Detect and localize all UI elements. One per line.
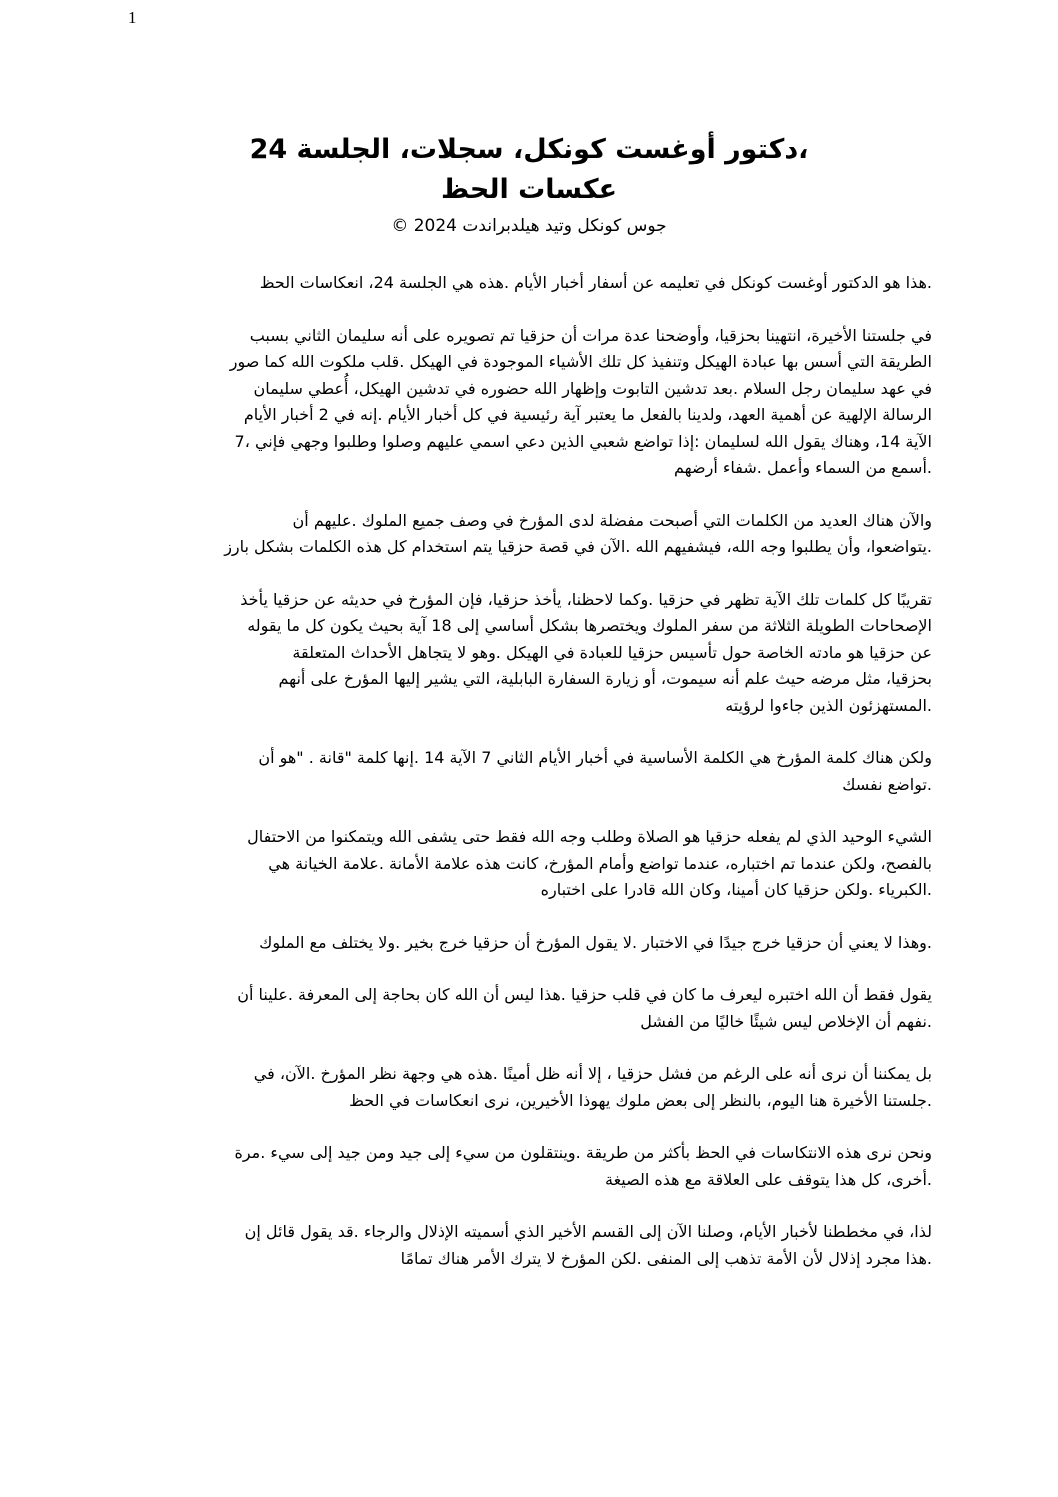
document-title: [0, 130, 1058, 210]
paragraph: [150, 824, 932, 904]
paragraph-line: .وهذا لا يعني أن حزقيا خرج جيدًا في الاختبار .لا يقول المؤرخ أن حزقيا خرج بخير .ولا يختلف مع الملوك: [259, 932, 932, 952]
paragraph: [150, 1061, 932, 1114]
title-line-2: عكسات الحظ: [440, 174, 618, 205]
paragraph-line: الإصحاحات الطويلة الثلاثة من سفر الملوك ويختصرها بشكل أساسي إلى 18 آية بحيث يكون كل ما يقوله: [247, 616, 932, 635]
paragraph-line: .هذا مجرد إذلال لأن الأمة تذهب إلى المنفى .لكن المؤرخ لا يترك الأمر هناك تمامًا: [400, 1248, 932, 1268]
paragraph: [150, 323, 932, 482]
paragraph-line: لذا، في مخططنا لأخبار الأيام، وصلنا الآن إلى القسم الأخير الذي أسميته الإذلال والرجاء .قد يقول قائل إن: [244, 1222, 932, 1241]
copyright-subtitle: جوس كونكل وتيد هيلدبراندت 2024 ©: [391, 216, 667, 236]
paragraph-line: .يتواضعوا، وأن يطلبوا وجه الله، فيشفيهم الله .الآن في قصة حزقيا يتم استخدام كل هذه الكلمات بشكل بارز: [224, 537, 932, 556]
paragraph-line: بالفصح، ولكن عندما تم اختباره، عندما تواضع وأمام المؤرخ، كانت هذه علامة الأمانة .علامة الخيانة هي: [268, 853, 932, 873]
paragraph-line: .جلستنا الأخيرة هنا اليوم، بالنظر إلى بعض ملوك يهوذا الأخيرين، نرى انعكاسات في الحظ: [349, 1090, 932, 1110]
paragraph: [150, 508, 932, 561]
paragraph: [150, 982, 932, 1035]
paragraph: [150, 930, 932, 957]
paragraph-line: .أخرى، كل هذا يتوقف على العلاقة مع هذه الصيغة: [604, 1169, 932, 1189]
paragraph-line: في عهد سليمان رجل السلام .بعد تدشين التابوت وإظهار الله حضوره في تدشين الهيكل، أُعطي سليمان: [253, 378, 932, 398]
paragraph-line: .هذا هو الدكتور أوغست كونكل في تعليمه عن أسفار أخبار الأيام .هذه هي الجلسة 24، انعكاسات الحظ: [259, 273, 932, 292]
page-number: 1: [128, 8, 137, 27]
title-line-1: ،دكتور أوغست كونكل، سجلات، الجلسة 24: [249, 134, 809, 165]
paragraph-line: بل يمكننا أن نرى أنه على الرغم من فشل حزقيا ، إلا أنه ظل أمينًا .هذه هي وجهة نظر المؤرخ .الآن، في: [253, 1064, 932, 1083]
paragraph-line: الرسالة الإلهية عن أهمية العهد، ولدينا بالفعل ما يعتبر آية رئيسية في كل أخبار الأيام .إنه في 2 أخبار الأيام: [243, 405, 932, 424]
paragraph-line: .المستهزئون الذين جاءوا لرؤيته: [725, 695, 932, 715]
document-body: [150, 270, 932, 1298]
paragraph: [150, 587, 932, 720]
paragraph-line: عن حزقيا هو مادته الخاصة حول تأسيس حزقيا للعبادة في الهيكل .وهو لا يتجاهل الأحداث المتعلقة: [292, 642, 932, 662]
paragraph-line: بحزقيا، مثل مرضه حيث علم أنه سيموت، أو زيارة السفارة البابلية، التي يشير إليها المؤرخ على أنهم: [278, 669, 932, 688]
paragraph-line: الطريقة التي أسس بها عبادة الهيكل وتنفيذ كل تلك الأشياء الموجودة في الهيكل .قلب ملكوت الله كما صور: [229, 352, 932, 371]
paragraph: [150, 745, 932, 798]
paragraph-line: .نفهم أن الإخلاص ليس شيئًا خاليًا من الفشل: [640, 1011, 932, 1031]
paragraph-line: .تواضع نفسك: [842, 774, 932, 794]
paragraph-line: .أسمع من السماء وأعمل .شفاء أرضهم: [674, 458, 932, 477]
paragraph-line: .الكبرياء .ولكن حزقيا كان أمينا، وكان الله قادرا على اختباره: [540, 880, 932, 899]
paragraph: [150, 1140, 932, 1193]
paragraph: [150, 270, 932, 297]
paragraph-line: ونحن نرى هذه الانتكاسات في الحظ بأكثر من طريقة .وينتقلون من سيء إلى جيد ومن جيد إلى سيء .مرة: [234, 1143, 932, 1162]
paragraph-line: الآية 14، وهناك يقول الله لسليمان :إذا تواضع شعبي الذين دعي اسمي عليهم وصلوا وطلبوا وجهي فإني ،7: [234, 431, 932, 451]
paragraph-line: الشيء الوحيد الذي لم يفعله حزقيا هو الصلاة وطلب وجه الله فقط حتى يشفى الله ويتمكنوا من الاحتفال: [247, 827, 932, 846]
paragraph: [150, 1219, 932, 1272]
paragraph-line: تقريبًا كل كلمات تلك الآية تظهر في حزقيا .وكما لاحظنا، يأخذ حزقيا، فإن المؤرخ في حديثه عن حزقيا يأخذ: [240, 589, 932, 609]
paragraph-line: في جلستنا الأخيرة، انتهينا بحزقيا، وأوضحنا عدة مرات أن حزقيا تم تصويره على أنه سليمان الثاني بسبب: [249, 325, 932, 345]
paragraph-line: والآن هناك العديد من الكلمات التي أصبحت مفضلة لدى المؤرخ في وصف جميع الملوك .عليهم أن: [292, 510, 932, 530]
paragraph-line: ولكن هناك كلمة المؤرخ هي الكلمة الأساسية في أخبار الأيام الثاني 7 الآية 14 .إنها كلمة "قانة . "هو أن: [258, 748, 932, 767]
paragraph-line: يقول فقط أن الله اختبره ليعرف ما كان في قلب حزقيا .هذا ليس أن الله كان بحاجة إلى المعرفة .علينا أن: [237, 985, 932, 1004]
